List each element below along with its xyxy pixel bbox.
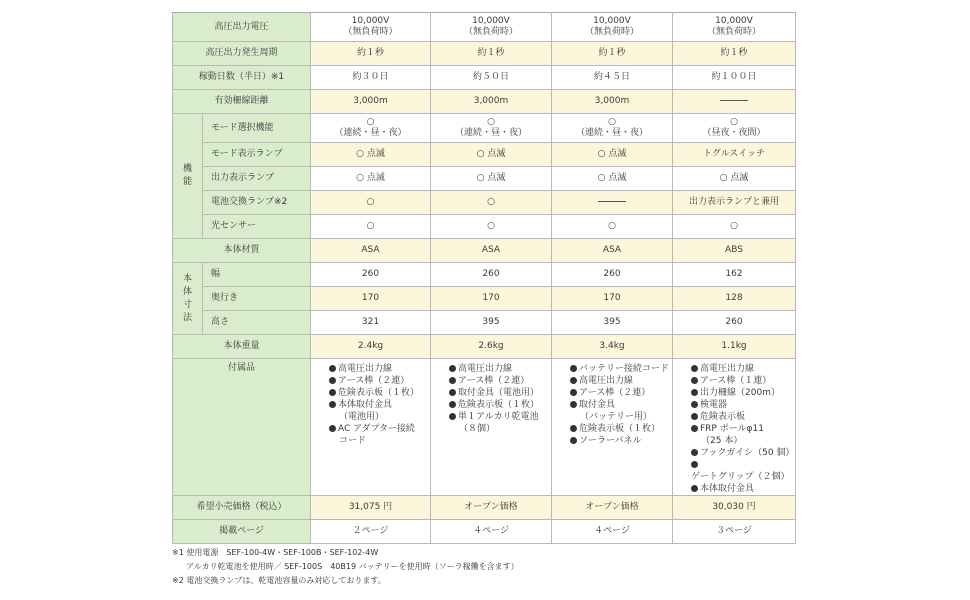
cell: 31,075 円 [311, 496, 431, 520]
row-days [173, 66, 796, 90]
bullet-icon [691, 449, 698, 456]
value-note: （無負荷時） [584, 27, 639, 37]
accessory-text: アース棒（２連） [579, 388, 651, 398]
row-mode-lamp [173, 143, 796, 167]
cell: 170 [431, 287, 552, 311]
group-label: 機能 [182, 164, 192, 187]
cell: 2.6kg [431, 335, 552, 359]
accessory-item [329, 411, 430, 423]
row-light-sensor [173, 215, 796, 239]
accessory-text: AC アダプター接続 [338, 424, 415, 434]
row-accessories [173, 359, 796, 496]
bullet-icon [329, 377, 336, 384]
cell: ○ 点滅 [311, 167, 431, 191]
row-label: モード表示ランプ [203, 143, 311, 167]
cell: ２ページ [311, 520, 431, 544]
bullet-icon [570, 365, 577, 372]
accessory-item [449, 423, 551, 435]
footnotes [172, 546, 519, 588]
cell: 約１００日 [673, 66, 796, 90]
row-label: モード選択機能 [203, 114, 311, 143]
cell: ABS [673, 239, 796, 263]
accessory-text: （８個） [459, 424, 496, 434]
accessory-text: 取付金具 [579, 400, 616, 410]
row-label: 高圧出力電圧 [173, 13, 311, 42]
footnote-1: ※1 使用電源 SEF-100-4W・SEF-100B・SEF-102-4W [172, 548, 379, 557]
accessory-cell [673, 359, 796, 496]
cell: 3,000m [431, 90, 552, 114]
accessory-list [691, 363, 795, 495]
bullet-icon [570, 389, 577, 396]
cell: 395 [552, 311, 673, 335]
cell: 260 [552, 263, 673, 287]
cell: ○ 点滅 [552, 143, 673, 167]
accessory-list [329, 363, 430, 447]
footnote-2: ※2 電池交換ランプは、乾電池容量のみ対応しております。 [172, 576, 386, 585]
accessory-item [691, 375, 795, 387]
cell: ASA [311, 239, 431, 263]
dash-mark [598, 201, 626, 202]
bullet-icon [449, 401, 456, 408]
row-label: 本体材質 [173, 239, 311, 263]
bullet-icon [329, 389, 336, 396]
row-label: 希望小売価格（税込） [173, 496, 311, 520]
accessory-item [570, 375, 672, 387]
cell: 2.4kg [311, 335, 431, 359]
accessory-text: 高電圧出力線 [579, 376, 634, 386]
cell: 162 [673, 263, 796, 287]
accessory-item [329, 399, 430, 411]
cell: ○ 点滅 [431, 167, 552, 191]
accessory-item [570, 387, 672, 399]
row-period [173, 42, 796, 66]
row-label: 電池交換ランプ※2 [203, 191, 311, 215]
cell [431, 114, 552, 143]
bullet-icon [691, 461, 698, 468]
cell: 出力表示ランプと兼用 [673, 191, 796, 215]
size-group-header [173, 263, 203, 335]
accessory-item [570, 435, 672, 447]
accessory-text: アース棒（２連） [458, 376, 530, 386]
accessory-cell [311, 359, 431, 496]
accessory-text: アース棒（２連） [338, 376, 410, 386]
row-depth [173, 287, 796, 311]
value: ○ [366, 117, 375, 127]
bullet-icon [329, 365, 336, 372]
accessory-item [329, 387, 430, 399]
cell [431, 13, 552, 42]
accessory-text: 高電圧出力線 [700, 364, 755, 374]
accessory-item [449, 411, 551, 423]
accessory-text: FRP ポールφ11 [700, 424, 764, 434]
accessory-text: （25 本） [701, 436, 743, 446]
accessory-text: 高電圧出力線 [338, 364, 393, 374]
bullet-icon [691, 401, 698, 408]
cell: 170 [311, 287, 431, 311]
row-label: 光センサー [203, 215, 311, 239]
accessory-item [329, 423, 430, 435]
cell: 395 [431, 311, 552, 335]
accessory-text: 単１アルカリ乾電池 [458, 412, 539, 422]
accessory-text: 高電圧出力線 [458, 364, 513, 374]
cell: ○ [431, 191, 552, 215]
cell: 3.4kg [552, 335, 673, 359]
accessory-item [449, 375, 551, 387]
cell: 約３０日 [311, 66, 431, 90]
value: 10,000V [351, 16, 390, 26]
accessory-text: （電池用） [339, 412, 385, 422]
cell: オープン価格 [552, 496, 673, 520]
row-price [173, 496, 796, 520]
bullet-icon [570, 437, 577, 444]
cell: 約１秒 [431, 42, 552, 66]
cell: 1.1kg [673, 335, 796, 359]
cell [311, 114, 431, 143]
value: ○ [730, 117, 738, 127]
footnote-1-cont: アルカリ乾電池を使用時／ SEF-100S 40B19 バッテリーを使用時（ソーラ稼働を含ます） [186, 562, 519, 571]
row-label: 高さ [203, 311, 311, 335]
row-label: 稼動日数（半日）※1 [173, 66, 311, 90]
cell: ○ [311, 215, 431, 239]
row-label: 付属品 [173, 359, 311, 496]
bullet-icon [691, 425, 698, 432]
cell: ○ [552, 215, 673, 239]
accessory-text: 出力柵線（200m） [700, 388, 780, 398]
cell: 約１秒 [552, 42, 673, 66]
row-material [173, 239, 796, 263]
cell: ○ [311, 191, 431, 215]
accessory-item [329, 363, 430, 375]
cell: 260 [311, 263, 431, 287]
accessory-text: コード [339, 436, 367, 446]
cell: ○ 点滅 [311, 143, 431, 167]
accessory-text: 危険表示板（１枚） [458, 400, 540, 410]
value-note: （無負荷時） [343, 27, 398, 37]
cell: トグルスイッチ [673, 143, 796, 167]
row-label: 有効柵線距離 [173, 90, 311, 114]
accessory-cell [552, 359, 673, 496]
row-width [173, 263, 796, 287]
cell: ４ページ [552, 520, 673, 544]
row-output-lamp [173, 167, 796, 191]
bullet-icon [691, 485, 698, 492]
cell: ASA [552, 239, 673, 263]
accessory-item [329, 435, 430, 447]
cell: ○ 点滅 [673, 167, 796, 191]
accessory-item [329, 375, 430, 387]
row-distance [173, 90, 796, 114]
accessory-text: 検電器 [700, 400, 728, 410]
accessory-cell [431, 359, 552, 496]
dash-mark [720, 100, 748, 101]
cell: 260 [673, 311, 796, 335]
row-height [173, 311, 796, 335]
accessory-list [570, 363, 672, 447]
accessory-list [449, 363, 551, 435]
cell: ○ 点滅 [552, 167, 673, 191]
cell [673, 114, 796, 143]
cell: ○ [673, 215, 796, 239]
row-label: 掲載ページ [173, 520, 311, 544]
accessory-item [691, 423, 795, 435]
cell: 約４５日 [552, 66, 673, 90]
cell: 3,000m [311, 90, 431, 114]
bullet-icon [570, 425, 577, 432]
cell: 30,030 円 [673, 496, 796, 520]
accessory-item [691, 435, 795, 447]
value-note: （連続・昼・夜） [575, 128, 648, 138]
accessory-text: バッテリー接続コード [579, 364, 670, 374]
cell: 約５０日 [431, 66, 552, 90]
cell [552, 114, 673, 143]
accessory-item [691, 399, 795, 411]
function-group-header [173, 114, 203, 239]
cell: ASA [431, 239, 552, 263]
row-mode-select [173, 114, 796, 143]
cell [552, 13, 673, 42]
cell: ○ [431, 215, 552, 239]
value: 10,000V [593, 16, 631, 26]
value-note: （連続・昼・夜） [334, 128, 407, 138]
cell: 321 [311, 311, 431, 335]
row-voltage [173, 13, 796, 42]
bullet-icon [691, 389, 698, 396]
cell: 128 [673, 287, 796, 311]
cell: 170 [552, 287, 673, 311]
cell: ４ページ [431, 520, 552, 544]
accessory-item [570, 423, 672, 435]
accessory-item [691, 387, 795, 399]
bullet-icon [329, 425, 336, 432]
bullet-icon [691, 377, 698, 384]
accessory-text: 危険表示板（１枚） [338, 388, 420, 398]
accessory-item [449, 387, 551, 399]
accessory-text: ゲートグリップ（２個） [691, 472, 790, 482]
accessory-text: 危険表示板 [700, 412, 746, 422]
bullet-icon [449, 413, 456, 420]
value-note: （無負荷時） [706, 27, 761, 37]
accessory-item [691, 447, 795, 459]
accessory-text: 危険表示板（１枚） [579, 424, 661, 434]
value: ○ [487, 117, 495, 127]
cell: ３ページ [673, 520, 796, 544]
cell: 260 [431, 263, 552, 287]
group-label: 本体寸法 [182, 273, 192, 323]
row-label: 奥行き [203, 287, 311, 311]
cell: オープン価格 [431, 496, 552, 520]
cell: 約１秒 [673, 42, 796, 66]
bullet-icon [449, 389, 456, 396]
cell: 3,000m [552, 90, 673, 114]
bullet-icon [691, 365, 698, 372]
row-page [173, 520, 796, 544]
cell: 約１秒 [311, 42, 431, 66]
cell: ○ 点滅 [431, 143, 552, 167]
value-note: （連続・昼・夜） [454, 128, 527, 138]
accessory-text: 本体取付金具 [338, 400, 393, 410]
row-label: 幅 [203, 263, 311, 287]
bullet-icon [329, 401, 336, 408]
row-label: 本体重量 [173, 335, 311, 359]
accessory-item [449, 363, 551, 375]
accessory-item [691, 411, 795, 423]
bullet-icon [449, 377, 456, 384]
accessory-text: 取付金具（電池用） [458, 388, 540, 398]
spec-table [172, 12, 796, 544]
accessory-item [691, 459, 795, 483]
bullet-icon [449, 365, 456, 372]
accessory-text: （バッテリー用） [580, 412, 653, 422]
cell [673, 90, 796, 114]
row-weight [173, 335, 796, 359]
value: 10,000V [715, 16, 753, 26]
accessory-item [691, 483, 795, 495]
accessory-text: フックガイシ（50 個） [700, 448, 795, 458]
cell [552, 191, 673, 215]
accessory-text: 本体取付金具 [700, 484, 755, 494]
value: 10,000V [472, 16, 510, 26]
row-label: 高圧出力発生周期 [173, 42, 311, 66]
row-label: 出力表示ランプ [203, 167, 311, 191]
accessory-text: ソーラーパネル [579, 436, 642, 446]
bullet-icon [691, 413, 698, 420]
accessory-item [570, 363, 672, 375]
value-note: （昼夜・夜間） [702, 128, 766, 138]
value-note: （無負荷時） [463, 27, 518, 37]
value: ○ [608, 117, 616, 127]
cell [673, 13, 796, 42]
accessory-item [691, 363, 795, 375]
row-battery-lamp [173, 191, 796, 215]
accessory-text: アース棒（１連） [700, 376, 772, 386]
accessory-item [570, 411, 672, 423]
bullet-icon [570, 377, 577, 384]
cell [311, 13, 431, 42]
accessory-item [570, 399, 672, 411]
accessory-item [449, 399, 551, 411]
bullet-icon [570, 401, 577, 408]
